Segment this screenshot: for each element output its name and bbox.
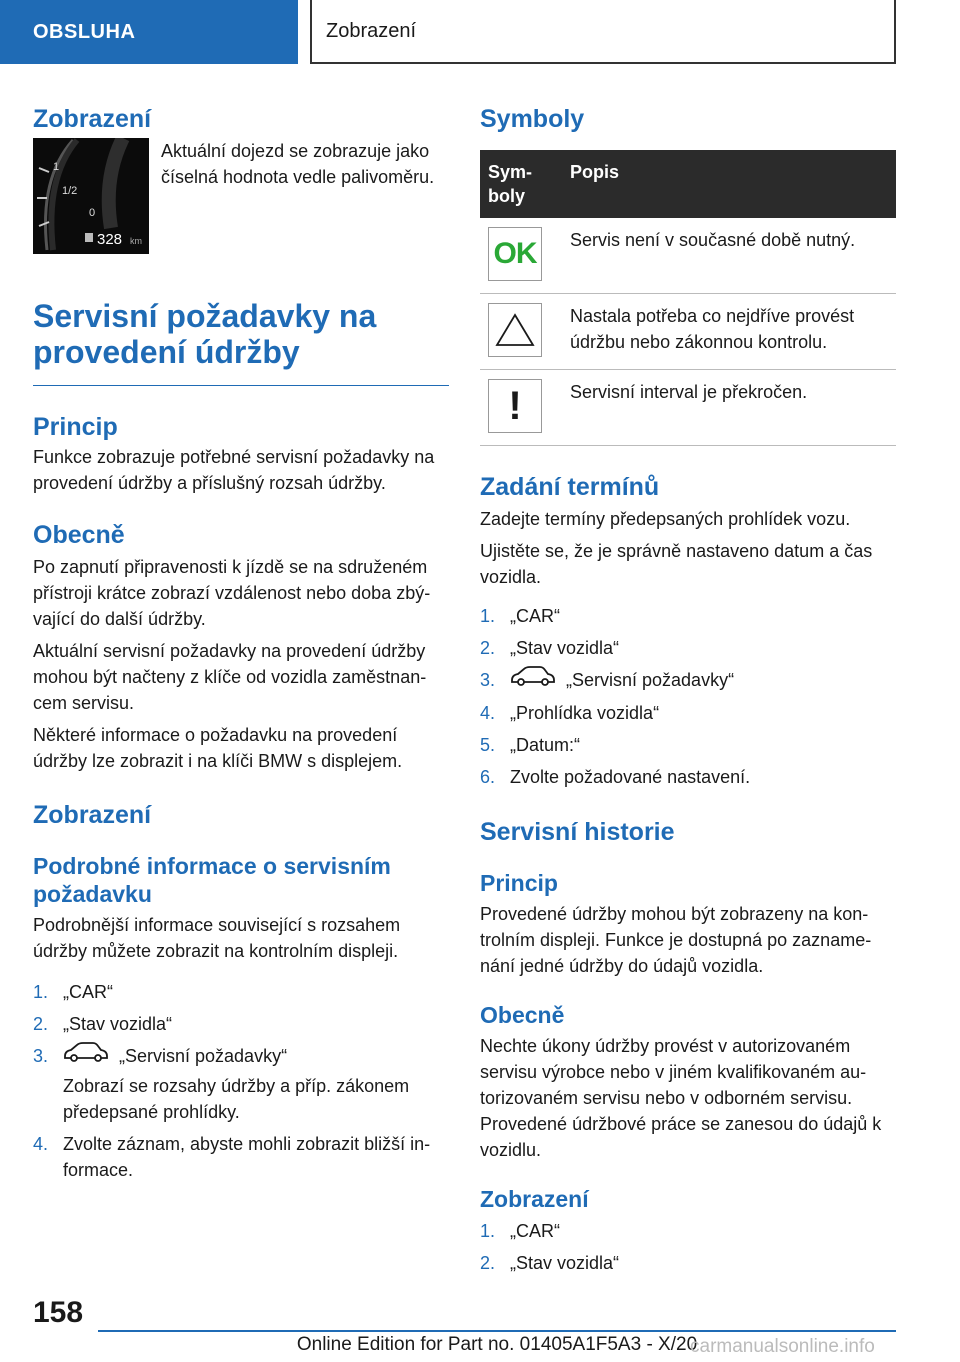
- princip-text: Funkce zobrazuje potřebné servisní požadavky na provedení údržby a příslušný rozsah údržby.: [33, 447, 435, 493]
- list-item: [33, 976, 449, 1008]
- page-number: 158: [33, 1296, 84, 1329]
- step-number: 1.: [33, 982, 49, 1002]
- historie-obecne-heading: Obecně: [480, 1002, 565, 1029]
- obecne-heading: Obecně: [33, 521, 125, 549]
- step-text: „Servisní požadavky“: [119, 1046, 288, 1066]
- watermark: carmanualsonline.info: [690, 1336, 875, 1357]
- list-item: [480, 729, 896, 761]
- table-cell: Nastala potřeba co nejdříve provést údržbu nebo zákonnou kontrolu.: [562, 294, 896, 370]
- step-text: „Stav vozidla“: [63, 1014, 173, 1034]
- step-number: 1.: [480, 1221, 496, 1242]
- historie-princip-heading: Princip: [480, 870, 558, 897]
- display-block: [33, 138, 449, 254]
- zobrazeni-heading: Zobrazení: [33, 801, 152, 829]
- range-unit: km: [130, 236, 142, 246]
- step-number: 5.: [480, 735, 496, 756]
- title-rule: [33, 385, 449, 386]
- step-text: „Servisní požadavky“: [566, 670, 735, 690]
- gauge-label-full: 1: [53, 161, 60, 173]
- car-icon: [510, 665, 556, 697]
- table-header-symbol: Sym-boly: [480, 150, 562, 218]
- left-column: [33, 96, 449, 1183]
- ok-icon: OK: [488, 227, 542, 281]
- table-row: [480, 370, 896, 446]
- step-text: „Prohlídka vozidla“: [510, 703, 660, 724]
- table-cell: Servis není v současné době nutný.: [562, 218, 896, 294]
- step-text: Zvolte požadované nastavení.: [510, 767, 751, 788]
- table-row: [480, 218, 896, 294]
- footer-edition: Online Edition for Part no. 01405A1F5A3 - X/20: [296, 1334, 698, 1355]
- obecne-text-1: Po zapnutí připravenosti k jízdě se na sdruženém přístroji krátce zobrazí vzdálenost nebo doba zbý-vající do další údržby.: [33, 557, 431, 629]
- historie-steps: [480, 1215, 896, 1279]
- display-text: Aktuální dojezd se zobrazuje jako číselná hodnota vedle palivoměru.: [161, 141, 435, 187]
- table-header-description: Popis: [562, 150, 896, 218]
- step-text: „CAR“: [510, 1221, 560, 1242]
- step-number: 4.: [33, 1134, 49, 1155]
- list-item: [480, 761, 896, 793]
- step-text: „Stav vozidla“: [510, 1253, 620, 1274]
- list-item: [33, 1008, 449, 1040]
- list-item: [33, 1131, 449, 1183]
- detail-subheading: Podrobné informace o servisním požadavku: [33, 853, 391, 907]
- princip-heading: Princip: [33, 413, 118, 441]
- detail-steps: [33, 976, 449, 1183]
- list-item: [480, 1215, 896, 1247]
- table-cell: Servisní interval je překročen.: [562, 370, 896, 446]
- exclamation-icon: !: [488, 379, 542, 433]
- step-number: 3.: [480, 670, 496, 690]
- triangle-icon: [488, 303, 542, 357]
- symbol-table: [480, 150, 896, 446]
- list-item: [480, 600, 896, 632]
- step-text: „CAR“: [510, 606, 560, 626]
- car-icon: [63, 1041, 109, 1073]
- obecne-text-2: Aktuální servisní požadavky na provedení údržby mohou být načteny z klíče od vozidla zaměstnan-cem servisu.: [33, 641, 427, 713]
- terminy-text-2: Ujistěte se, že je správně nastaveno datum a čas vozidla.: [480, 541, 873, 587]
- detail-text: Podrobnější informace související s rozsahem údržby můžete zobrazit na kontrolním displeji.: [33, 915, 401, 961]
- step-text: „CAR“: [63, 982, 113, 1002]
- list-item: [480, 632, 896, 664]
- list-item: [480, 697, 896, 729]
- gauge-label-empty: 0: [89, 207, 96, 219]
- list-item: [480, 664, 896, 697]
- right-column: [480, 96, 896, 1279]
- terminy-heading: Zadání termínů: [480, 473, 660, 501]
- table-header-row: [480, 150, 896, 218]
- step-number: 1.: [480, 606, 496, 626]
- step-number: 4.: [480, 703, 496, 724]
- step-number: 6.: [480, 767, 496, 788]
- range-value: 328: [97, 231, 123, 248]
- chapter-tab: OBSLUHA: [0, 0, 298, 64]
- list-item: [480, 1247, 896, 1279]
- step-number: 2.: [480, 638, 496, 658]
- step-text: „Stav vozidla“: [510, 638, 620, 658]
- section-title: Zobrazení: [310, 0, 896, 64]
- step-text: Zvolte záznam, abyste mohli zobrazit bližší in-formace.: [63, 1134, 431, 1181]
- step-text: „Datum:“: [510, 735, 581, 756]
- symboly-heading: Symboly: [480, 105, 585, 133]
- terminy-steps: [480, 600, 896, 793]
- step-subtext: Zobrazí se rozsahy údržby a příp. zákonem předepsané prohlídky.: [63, 1076, 410, 1123]
- table-row: [480, 294, 896, 370]
- terminy-text-1: Zadejte termíny předepsaných prohlídek vozu.: [480, 509, 851, 529]
- historie-zobrazeni-heading: Zobrazení: [480, 1186, 589, 1213]
- step-number: 3.: [33, 1046, 49, 1066]
- footer-rule: [98, 1330, 896, 1332]
- display-heading: Zobrazení: [33, 105, 152, 133]
- list-item: [33, 1040, 449, 1129]
- fuel-gauge-image: [33, 138, 149, 254]
- main-title: Servisní požadavky na provedení údržby: [33, 298, 377, 370]
- step-number: 2.: [480, 1253, 496, 1274]
- historie-obecne-text: Nechte úkony údržby provést v autorizovaném servisu výrobce nebo v jiném kvalifikovaném au-torizovaném servisu nebo v odborném servisu. Provedené údržbové práce se zanesou do údajů k vozidlu.: [480, 1036, 882, 1161]
- historie-princip-text: Provedené údržby mohou být zobrazeny na kon-trolním displeji. Funkce je dostupná po zazname-nání jedné údržby do údajů vozidla.: [480, 904, 872, 977]
- historie-heading: Servisní historie: [480, 818, 675, 847]
- step-number: 2.: [33, 1014, 49, 1034]
- obecne-text-3: Některé informace o požadavku na provedení údržby lze zobrazit i na klíči BMW s displejem.: [33, 725, 403, 771]
- gauge-label-half: 1/2: [62, 185, 78, 197]
